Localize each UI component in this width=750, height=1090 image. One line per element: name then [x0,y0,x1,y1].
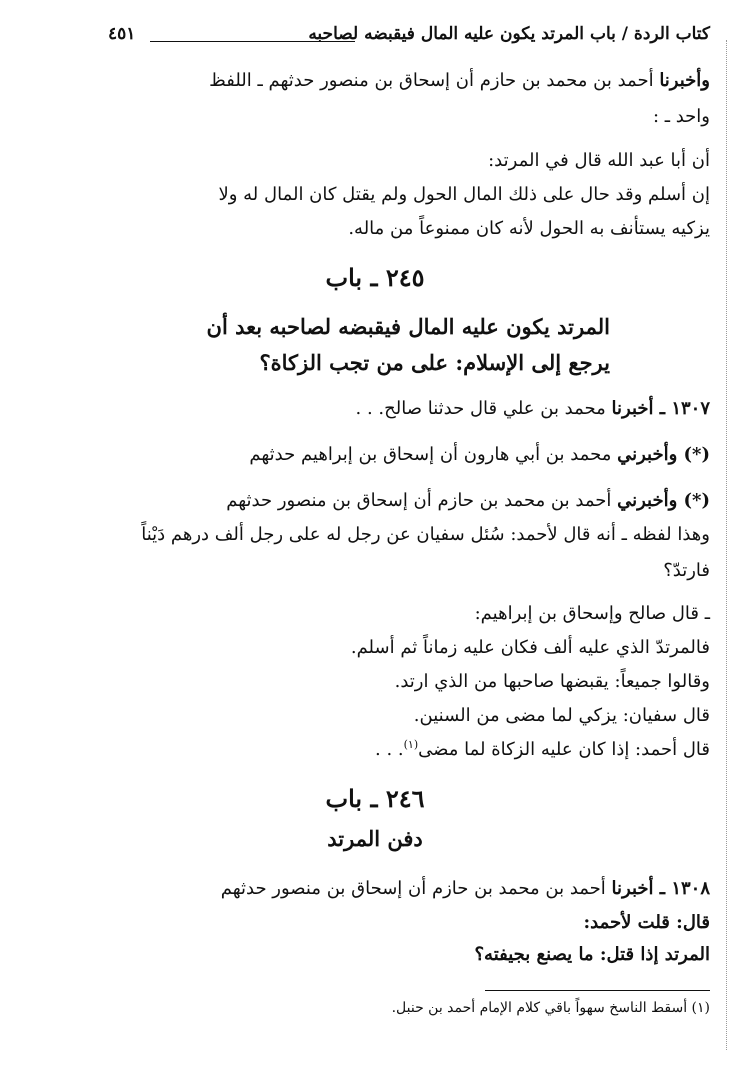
text-line [209,70,710,91]
page-edge [726,40,727,1050]
narration-line: ـ قال صالح وإسحاق بن إبراهيم: [474,603,710,624]
narration-line: وقالوا جميعاً: يقبضها صاحبها من الذي ارتد. [394,671,710,692]
chapter-title-line-1: المرتد يكون عليه المال فيقبضه لصاحبه بعد أن [206,314,610,339]
narration-prefix: (*) وأخبرني [617,490,710,511]
text-line: إن أسلم وقد حال على ذلك المال الحول ولم يقتل كان المال له ولا [218,184,710,205]
narration-line: وهذا لفظه ـ أنه قال لأحمد: سُئل سفيان عن رجل له على رجل ألف درهم دَيْناً [141,524,710,545]
narration-prefix: وأخبرنا [659,70,710,91]
footnote-rule [485,990,710,991]
running-title: كتاب الردة / باب المرتد يكون عليه المال فيقبضه لصاحبه [308,24,710,44]
footnote-marker: (١) [403,738,419,751]
line-ellipsis: . . . [375,739,404,760]
chapter-title-line-2: يرجع إلى الإسلام: على من تجب الزكاة؟ [259,350,610,375]
chapter-number: ٢٤٦ ـ باب [325,784,425,813]
narration-line [249,444,710,465]
line-text: أحمد بن محمد بن حازم أن إسحاق بن منصور حدثهم ـ اللفظ [209,70,660,91]
narration-line: قال: قلت لأحمد: [583,912,710,933]
narration-line: قال سفيان: يزكي لما مضى من السنين. [413,705,710,726]
footnote-text: (١) أسقط الناسخ سهواً باقي كلام الإمام أحمد بن حنبل. [391,1000,710,1016]
narration-line [226,490,710,511]
chapter-title: دفن المرتد [327,826,423,851]
narration-line: فالمرتدّ الذي عليه ألف فكان عليه زماناً ثم أسلم. [350,637,710,658]
narration-line [221,878,710,899]
narration-prefix: ١٣٠٧ ـ أخبرنا [611,398,710,419]
line-text: محمد بن علي قال حدثنا صالح. . . [355,398,612,419]
line-text: أحمد بن محمد بن حازم أن إسحاق بن منصور حدثهم [220,878,612,899]
text-line: أن أبا عبد الله قال في المرتد: [488,150,710,171]
text-line: واحد ـ : [652,106,710,127]
narration-line [356,398,710,419]
narration-line [375,738,710,760]
narration-line: المرتد إذا قتل: ما يصنع بجيفته؟ [474,944,710,965]
text-line: يزكيه يستأنف به الحول لأنه كان ممنوعاً من ماله. [348,218,710,239]
narration-line: فارتدّ؟ [663,560,710,581]
page-number: ٤٥١ [108,24,136,44]
narration-prefix: ١٣٠٨ ـ أخبرنا [611,878,710,899]
line-text: قال أحمد: إذا كان عليه الزكاة لما مضى [418,739,710,760]
header-rule [150,41,355,42]
chapter-number: ٢٤٥ ـ باب [325,263,425,292]
narration-prefix: (*) وأخبرني [617,444,710,465]
line-text: محمد بن أبي هارون أن إسحاق بن إبراهيم حدثهم [249,444,618,465]
line-text: أحمد بن محمد بن حازم أن إسحاق بن منصور حدثهم [226,490,618,511]
